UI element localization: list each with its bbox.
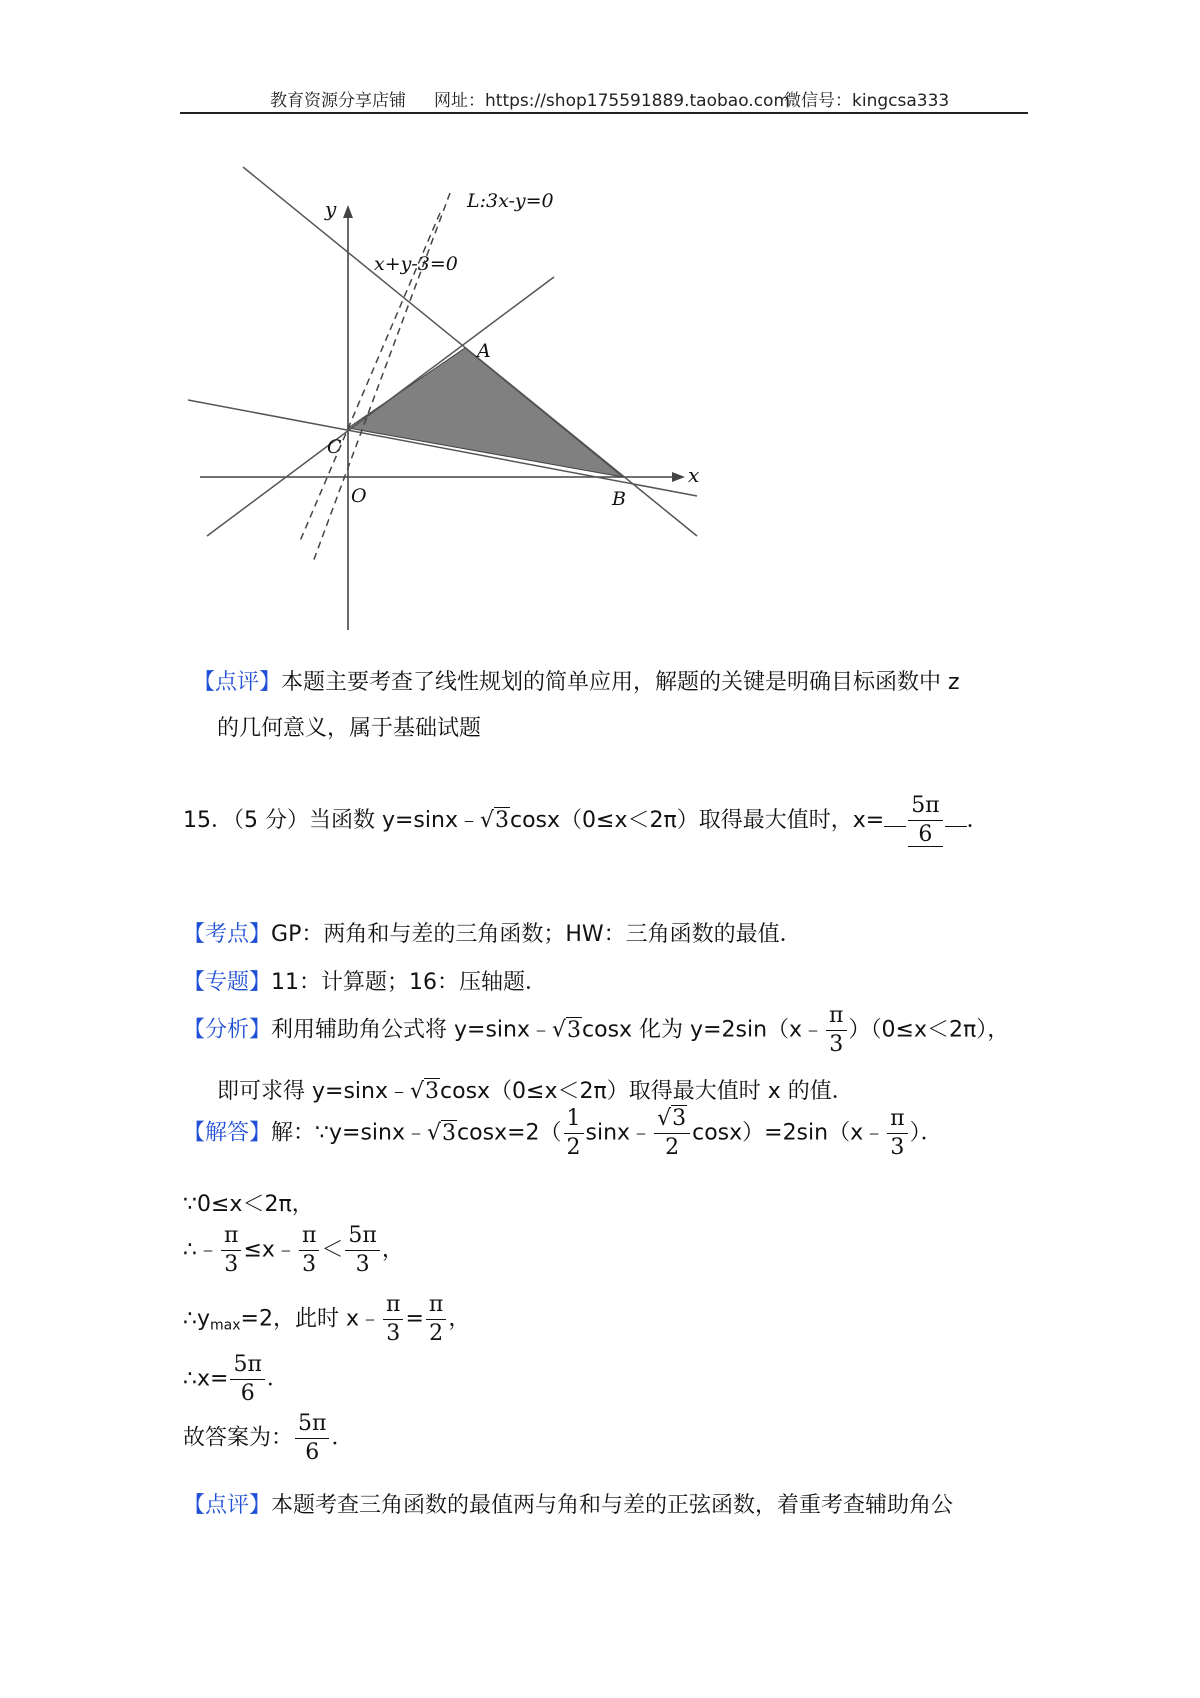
answer-fraction: $\frac{5\pi}{6}$ (908, 795, 942, 847)
answer-blank (884, 826, 906, 827)
zhuanti-text: 11：计算题；16：压轴题． (271, 970, 548, 995)
label-line-xy3: x+y-3=0 (374, 253, 458, 275)
zhuanti-tag: 【专题】 (183, 970, 272, 995)
jieda-line3: ∴﹣ $\frac{\pi}{3}$ ≤x﹣ $\frac{\pi}{3}$ ＜ $\frac{5\pi}{3}$ ， (183, 1223, 404, 1277)
feasible-region (348, 348, 623, 477)
fenxi-tag: 【分析】 (183, 1017, 272, 1043)
x-axis-arrow (672, 472, 685, 482)
review14-text1: 本题主要考查了线性规划的简单应用，解题的关键是明确目标函数中 z (281, 670, 960, 695)
kaodian-text: GP：两角和与差的三角函数；HW：三角函数的最值． (271, 922, 802, 947)
y-axis-arrow (343, 205, 353, 218)
kaodian-tag: 【考点】 (183, 922, 272, 947)
sqrt-3: √3 (479, 808, 509, 833)
fenxi-line1: 【分析】利用辅助角公式将 y=sinx﹣√3cosx 化为 y=2sin（x﹣ $\frac{\pi}{3}$ ）（0≤x＜2π）， (183, 1003, 1010, 1057)
fenxi-line2: 即可求得 y=sinx﹣√3cosx（0≤x＜2π）取得最大值时 x 的值． (217, 1079, 854, 1104)
label-point-C: C (327, 436, 342, 458)
question-15: 15．（5 分）当函数 y=sinx﹣√3cosx（0≤x＜2π）取得最大值时，x= $\frac{5\pi}{6}$ ． (183, 793, 989, 847)
review15-line (183, 1488, 953, 1519)
review15-text: 本题考查三角函数的最值两与角和与差的正弦函数，着重考查辅助角公 (271, 1493, 954, 1518)
label-line-L: L:3x-y=0 (467, 190, 554, 212)
jieda-line6: 故答案为： $\frac{5\pi}{6}$ ． (183, 1411, 354, 1465)
header-url[interactable]: 网址：https://shop175591889.taobao.com (434, 91, 791, 111)
jieda-line4: $\therefore y_{max}=2$，此时 x﹣ $\frac{\pi}{3}$ = $\frac{\pi}{2}$ ， (183, 1292, 471, 1346)
review14-line1 (193, 665, 960, 696)
linear-programming-figure (180, 150, 720, 650)
review14-line2: 的几何意义，属于基础试题 (217, 716, 482, 741)
label-point-A: A (477, 340, 491, 362)
review14-tag: 【点评】 (193, 670, 282, 695)
review15-tag: 【点评】 (183, 1493, 272, 1518)
label-point-O: O (351, 485, 367, 507)
label-x-axis: x (688, 463, 700, 487)
jieda-line2: ∵0≤x＜2π， (183, 1192, 314, 1217)
header-rule (180, 112, 1028, 114)
label-point-B: B (612, 488, 626, 510)
zhuanti-line (183, 965, 547, 996)
jieda-line1: 【解答】解：∵y=sinx﹣√3cosx=2（ $\frac{1}{2}$ sinx﹣ $\frac{√3}{2}$ cosx）=2sin（x﹣ $\frac{\pi}{3}$ ）． (183, 1106, 943, 1160)
kaodian-line (183, 917, 802, 948)
label-y-axis: y (325, 197, 337, 221)
jieda-tag: 【解答】 (183, 1120, 272, 1146)
line-x-plus-y-minus-3 (243, 167, 700, 536)
header-wechat: 微信号：kingcsa333 (784, 91, 950, 111)
jieda-line5: ∴x= $\frac{5\pi}{6}$ ． (183, 1352, 289, 1406)
fraction-pi-over-3: $\frac{\pi}{3}$ (826, 1005, 846, 1056)
header-shop: 教育资源分享店铺 (270, 91, 406, 111)
